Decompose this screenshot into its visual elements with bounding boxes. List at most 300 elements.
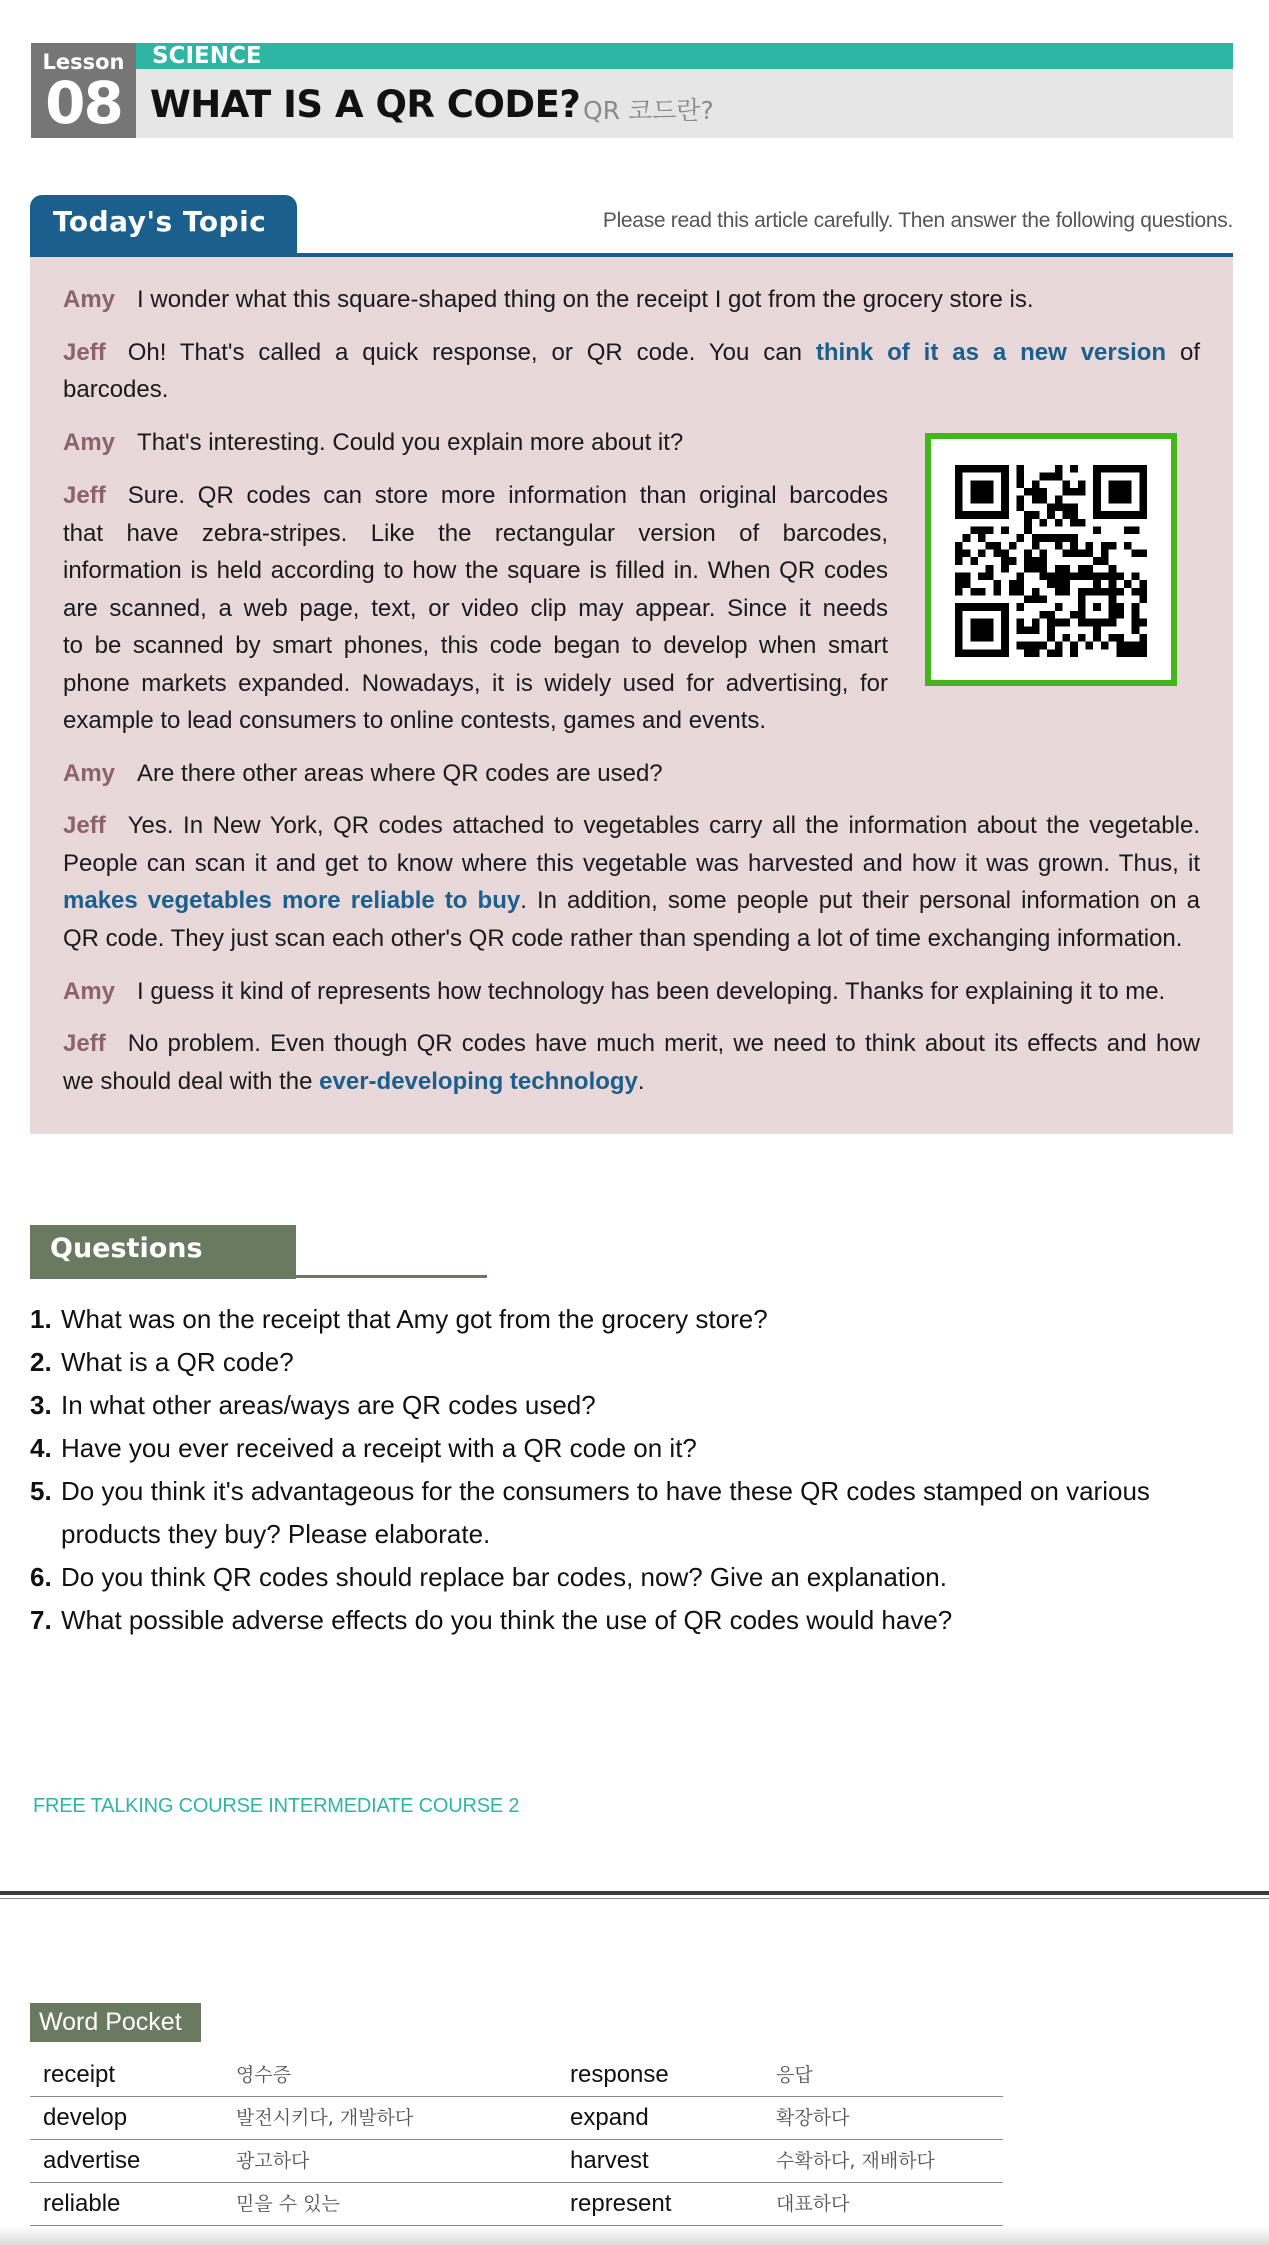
qr-module — [1063, 588, 1071, 596]
qr-module — [1093, 496, 1101, 504]
qr-module — [1139, 649, 1147, 657]
qr-module — [1016, 496, 1024, 504]
qr-module — [1001, 634, 1009, 642]
dialogue-line: Jeff Sure. QR codes can store more information than original barcodes — [63, 482, 888, 509]
qr-module — [1024, 642, 1032, 650]
qr-module — [978, 573, 986, 581]
qr-module — [1047, 580, 1055, 588]
qr-module — [1101, 557, 1109, 565]
qr-module — [1024, 626, 1032, 634]
qr-module — [1116, 649, 1124, 657]
qr-module — [1016, 603, 1024, 611]
qr-module — [1001, 511, 1009, 519]
qr-module — [993, 511, 1001, 519]
word-english: harvest — [570, 2147, 649, 2174]
question-item — [30, 1427, 1240, 1470]
qr-module — [1093, 488, 1101, 496]
qr-module — [1078, 634, 1086, 642]
qr-module — [1039, 611, 1047, 619]
qr-module — [1016, 626, 1024, 634]
qr-module — [1086, 549, 1094, 557]
qr-module — [1032, 619, 1040, 627]
qr-module — [1124, 542, 1132, 550]
qr-module — [1086, 619, 1094, 627]
qr-module — [1101, 619, 1109, 627]
page-divider — [0, 1891, 1269, 1895]
qr-module — [1093, 526, 1101, 534]
question-item — [30, 1384, 1240, 1427]
word-pocket-table — [30, 2054, 1003, 2226]
qr-module — [1078, 549, 1086, 557]
qr-module — [1086, 542, 1094, 550]
qr-module — [1116, 488, 1124, 496]
qr-module — [1078, 611, 1086, 619]
qr-module — [955, 649, 963, 657]
qr-module — [1139, 488, 1147, 496]
qr-module — [978, 465, 986, 473]
question-number: 5. — [30, 1476, 52, 1506]
qr-module — [1016, 465, 1024, 473]
qr-module — [1055, 465, 1063, 473]
qr-module — [1024, 526, 1032, 534]
qr-module — [1024, 549, 1032, 557]
qr-module — [1055, 503, 1063, 511]
qr-module — [1001, 503, 1009, 511]
qr-module — [1055, 642, 1063, 650]
qr-module — [1032, 534, 1040, 542]
qr-module — [970, 480, 978, 488]
qr-module — [1039, 565, 1047, 573]
qr-module — [955, 473, 963, 481]
qr-module — [1070, 649, 1078, 657]
qr-module — [970, 588, 978, 596]
qr-module — [1039, 488, 1047, 496]
qr-module — [970, 526, 978, 534]
qr-module — [1001, 619, 1009, 627]
qr-module — [955, 542, 963, 550]
qr-module — [955, 503, 963, 511]
qr-module — [1101, 465, 1109, 473]
qr-module — [1070, 534, 1078, 542]
word-korean: 대표하다 — [776, 2193, 850, 2215]
qr-module — [1139, 634, 1147, 642]
qr-module — [978, 526, 986, 534]
qr-module — [986, 488, 994, 496]
qr-module — [1039, 573, 1047, 581]
qr-module — [1132, 465, 1140, 473]
questions-tab — [30, 1225, 296, 1279]
qr-module — [1078, 573, 1086, 581]
qr-module — [1032, 649, 1040, 657]
qr-module — [955, 496, 963, 504]
qr-module — [970, 619, 978, 627]
highlight-phrase: makes vegetables more reliable to buy — [63, 887, 521, 914]
qr-module — [1063, 534, 1071, 542]
qr-module — [1093, 588, 1101, 596]
qr-module — [1001, 611, 1009, 619]
dialogue-line: are scanned, a web page, text, or video clip may appear. Since it needs — [63, 595, 888, 622]
qr-module — [1086, 588, 1094, 596]
qr-module — [1078, 603, 1086, 611]
speaker-jeff: Jeff — [63, 1030, 106, 1057]
question-number: 1. — [30, 1304, 52, 1334]
qr-module — [1116, 611, 1124, 619]
word-korean: 발전시키다, 개발하다 — [236, 2107, 414, 2129]
qr-module — [1093, 465, 1101, 473]
qr-module — [1093, 511, 1101, 519]
qr-module — [1132, 588, 1140, 596]
qr-module — [963, 573, 971, 581]
dialogue-line: QR code. They just scan each other's QR code rather than spending a lot of time exchanging information. — [63, 925, 1183, 952]
qr-module — [1132, 611, 1140, 619]
qr-module — [1032, 511, 1040, 519]
qr-module — [1070, 519, 1078, 527]
qr-module — [1055, 603, 1063, 611]
word-korean: 확장하다 — [776, 2107, 850, 2129]
dialogue-line: barcodes. — [63, 376, 169, 403]
qr-module — [1116, 588, 1124, 596]
qr-module — [1001, 603, 1009, 611]
qr-module — [1001, 465, 1009, 473]
word-english: receipt — [43, 2061, 116, 2088]
qr-module — [1047, 634, 1055, 642]
qr-module — [1116, 603, 1124, 611]
qr-module — [1063, 488, 1071, 496]
qr-module — [1132, 603, 1140, 611]
qr-module — [1016, 480, 1024, 488]
qr-module — [1024, 565, 1032, 573]
qr-module — [1055, 496, 1063, 504]
qr-module — [955, 465, 963, 473]
qr-module — [1039, 473, 1047, 481]
table-row — [30, 2097, 1003, 2140]
qr-module — [1001, 480, 1009, 488]
qr-module — [1001, 526, 1009, 534]
qr-module — [1039, 496, 1047, 504]
dialogue-line: to be scanned by smart phones, this code began to develop when smart — [63, 632, 888, 659]
dialogue-line: example to lead consumers to online contests, games and events. — [63, 707, 767, 734]
qr-module — [955, 611, 963, 619]
qr-module — [1116, 642, 1124, 650]
qr-module — [1124, 580, 1132, 588]
question-text: In what other areas/ways are QR codes used? — [61, 1390, 596, 1420]
question-item — [30, 1470, 1240, 1556]
qr-module — [1132, 642, 1140, 650]
qr-module — [1124, 465, 1132, 473]
questions-divider — [296, 1275, 487, 1278]
qr-module — [1001, 626, 1009, 634]
qr-module — [970, 603, 978, 611]
table-row — [30, 2183, 1003, 2226]
qr-module — [1093, 626, 1101, 634]
word-english: develop — [43, 2104, 128, 2131]
qr-module — [963, 534, 971, 542]
speaker-amy: Amy — [63, 760, 116, 787]
qr-module — [1039, 534, 1047, 542]
qr-module — [955, 480, 963, 488]
qr-module — [955, 588, 963, 596]
qr-module — [1109, 588, 1117, 596]
qr-module — [1116, 511, 1124, 519]
qr-module — [963, 511, 971, 519]
qr-module — [986, 565, 994, 573]
qr-module — [993, 603, 1001, 611]
qr-module — [1132, 619, 1140, 627]
article-panel — [30, 257, 1233, 1134]
qr-module — [1109, 542, 1117, 550]
word-english: reliable — [43, 2190, 121, 2217]
qr-module — [978, 634, 986, 642]
qr-module — [993, 549, 1001, 557]
speaker-amy: Amy — [63, 286, 116, 313]
qr-module — [1055, 573, 1063, 581]
qr-module — [1109, 634, 1117, 642]
qr-module — [1139, 549, 1147, 557]
question-number: 4. — [30, 1433, 52, 1463]
qr-module — [1024, 511, 1032, 519]
qr-module — [1109, 480, 1117, 488]
qr-module — [978, 549, 986, 557]
qr-module — [1139, 496, 1147, 504]
qr-module — [1116, 465, 1124, 473]
qr-module — [1109, 580, 1117, 588]
qr-module — [955, 580, 963, 588]
qr-module — [1116, 480, 1124, 488]
speaker-jeff: Jeff — [63, 339, 106, 366]
qr-module — [970, 511, 978, 519]
word-korean: 광고하다 — [236, 2150, 310, 2172]
qr-module — [1063, 573, 1071, 581]
qr-module — [1101, 573, 1109, 581]
qr-module — [1139, 642, 1147, 650]
qr-module — [970, 649, 978, 657]
qr-module — [986, 542, 994, 550]
qr-module — [1024, 557, 1032, 565]
qr-module — [1039, 596, 1047, 604]
qr-module — [1001, 473, 1009, 481]
qr-module — [1032, 596, 1040, 604]
qr-module — [1101, 549, 1109, 557]
qr-module — [986, 634, 994, 642]
qr-module — [1001, 496, 1009, 504]
dialogue-line: Amy I guess it kind of represents how technology has been developing. Thanks for explaining it to me. — [63, 978, 1166, 1005]
qr-module — [1124, 496, 1132, 504]
qr-module — [1078, 519, 1086, 527]
qr-module — [955, 511, 963, 519]
qr-module — [1086, 642, 1094, 650]
speaker-jeff: Jeff — [63, 482, 106, 509]
qr-module — [1047, 511, 1055, 519]
qr-module — [1047, 503, 1055, 511]
qr-module — [1139, 580, 1147, 588]
qr-module — [1016, 534, 1024, 542]
qr-module — [1055, 565, 1063, 573]
question-text: Have you ever received a receipt with a QR code on it? — [61, 1433, 697, 1463]
qr-module — [993, 542, 1001, 550]
qr-module — [1070, 611, 1078, 619]
qr-module — [1063, 634, 1071, 642]
qr-module — [1047, 626, 1055, 634]
qr-module — [1032, 542, 1040, 550]
dialogue-line: Amy Are there other areas where QR codes are used? — [63, 760, 663, 787]
qr-module — [1032, 588, 1040, 596]
qr-module — [978, 496, 986, 504]
qr-module — [1032, 480, 1040, 488]
lesson-badge — [31, 43, 136, 138]
qr-module — [1086, 573, 1094, 581]
qr-module — [1001, 642, 1009, 650]
qr-module — [1116, 496, 1124, 504]
qr-module — [1055, 542, 1063, 550]
question-item — [30, 1298, 1240, 1341]
qr-module — [955, 557, 963, 565]
word-pocket-label: Word Pocket — [30, 2003, 201, 2042]
qr-module — [1093, 557, 1101, 565]
subject-label: SCIENCE — [152, 43, 262, 69]
qr-module — [978, 649, 986, 657]
qr-module — [970, 488, 978, 496]
qr-module — [1116, 573, 1124, 581]
qr-module — [1124, 649, 1132, 657]
qr-module — [1078, 488, 1086, 496]
todays-topic-tab — [30, 195, 297, 255]
qr-module — [1047, 534, 1055, 542]
page-title-korean: QR 코드란? — [583, 96, 714, 125]
question-text: Do you think QR codes should replace bar codes, now? Give an explanation. — [61, 1562, 947, 1592]
highlight-phrase: think of it as a new version — [815, 339, 1167, 366]
qr-module — [1032, 626, 1040, 634]
word-korean: 영수증 — [236, 2064, 292, 2086]
qr-module — [1078, 588, 1086, 596]
question-number: 3. — [30, 1390, 52, 1420]
qr-module — [1139, 473, 1147, 481]
qr-module — [1001, 549, 1009, 557]
qr-module — [1032, 565, 1040, 573]
qr-module — [1093, 503, 1101, 511]
lesson-number: 08 — [45, 69, 122, 137]
qr-module — [1124, 642, 1132, 650]
qr-code-image — [925, 433, 1177, 686]
qr-module — [1132, 649, 1140, 657]
todays-topic-label: Today's Topic — [53, 205, 267, 238]
qr-module — [1070, 503, 1078, 511]
qr-module — [986, 511, 994, 519]
qr-module — [955, 626, 963, 634]
qr-module — [955, 634, 963, 642]
qr-module — [1047, 473, 1055, 481]
qr-module — [970, 465, 978, 473]
qr-module — [1032, 488, 1040, 496]
qr-module — [1124, 480, 1132, 488]
word-english: advertise — [43, 2147, 141, 2174]
qr-module — [955, 549, 963, 557]
dialogue-line: Jeff No problem. Even though QR codes have much merit, we need to think about its effects and how — [63, 1030, 1200, 1057]
qr-module — [1124, 488, 1132, 496]
qr-module — [986, 496, 994, 504]
qr-module — [978, 480, 986, 488]
qr-module — [986, 649, 994, 657]
qr-module — [986, 619, 994, 627]
dialogue-line: that have zebra-stripes. Like the rectangular version of barcodes, — [63, 520, 888, 547]
qr-module — [993, 465, 1001, 473]
question-item — [30, 1599, 1240, 1642]
qr-module — [970, 626, 978, 634]
dialogue-line: we should deal with the ever-developing technology. — [63, 1068, 645, 1095]
qr-module — [1093, 573, 1101, 581]
qr-module — [1001, 649, 1009, 657]
qr-module — [1101, 642, 1109, 650]
qr-module — [1055, 534, 1063, 542]
word-korean: 믿을 수 있는 — [236, 2193, 340, 2215]
bottom-edge — [0, 2226, 1269, 2245]
qr-module — [1139, 465, 1147, 473]
qr-module — [1078, 596, 1086, 604]
qr-module — [1016, 503, 1024, 511]
qr-module — [1055, 473, 1063, 481]
qr-module — [986, 626, 994, 634]
question-text: What possible adverse effects do you think the use of QR codes would have? — [61, 1605, 953, 1635]
qr-module — [978, 626, 986, 634]
qr-module — [1024, 649, 1032, 657]
qr-module — [1109, 511, 1117, 519]
qr-module — [1070, 488, 1078, 496]
question-number: 2. — [30, 1347, 52, 1377]
dialogue-line: makes vegetables more reliable to buy. In addition, some people put their personal information on a — [63, 887, 1200, 914]
qr-module — [955, 573, 963, 581]
qr-module — [1016, 588, 1024, 596]
qr-module — [1109, 619, 1117, 627]
qr-module — [1039, 549, 1047, 557]
qr-module — [1063, 619, 1071, 627]
dialogue-line: phone markets expanded. Nowadays, it is widely used for advertising, for — [63, 670, 888, 697]
question-number: 7. — [30, 1605, 52, 1635]
qr-module — [1124, 526, 1132, 534]
topic-instruction: Please read this article carefully. Then answer the following questions. — [602, 209, 1233, 232]
qr-module — [963, 649, 971, 657]
table-row — [30, 2140, 1003, 2183]
qr-module — [1063, 580, 1071, 588]
question-item — [30, 1341, 1240, 1384]
qr-module — [1109, 603, 1117, 611]
qr-module — [1024, 488, 1032, 496]
qr-module — [986, 526, 994, 534]
qr-module — [955, 619, 963, 627]
highlight-phrase: ever-developing technology — [319, 1068, 638, 1095]
qr-module — [1016, 642, 1024, 650]
qr-module — [986, 480, 994, 488]
qr-module — [1001, 565, 1009, 573]
qr-module — [1063, 565, 1071, 573]
qr-module — [1139, 596, 1147, 604]
qr-module — [963, 603, 971, 611]
qr-module — [963, 465, 971, 473]
qr-module — [1109, 611, 1117, 619]
qr-module — [1055, 588, 1063, 596]
word-korean: 응답 — [776, 2064, 813, 2086]
qr-module — [1132, 626, 1140, 634]
questions-list — [30, 1298, 1240, 1642]
qr-module — [1132, 526, 1140, 534]
qr-module — [1039, 519, 1047, 527]
qr-module — [1047, 619, 1055, 627]
qr-module — [970, 496, 978, 504]
qr-module — [1039, 557, 1047, 565]
question-number: 6. — [30, 1562, 52, 1592]
qr-module — [1109, 465, 1117, 473]
question-text: What was on the receipt that Amy got from the grocery store? — [61, 1304, 768, 1334]
qr-module — [1109, 488, 1117, 496]
qr-module — [955, 488, 963, 496]
